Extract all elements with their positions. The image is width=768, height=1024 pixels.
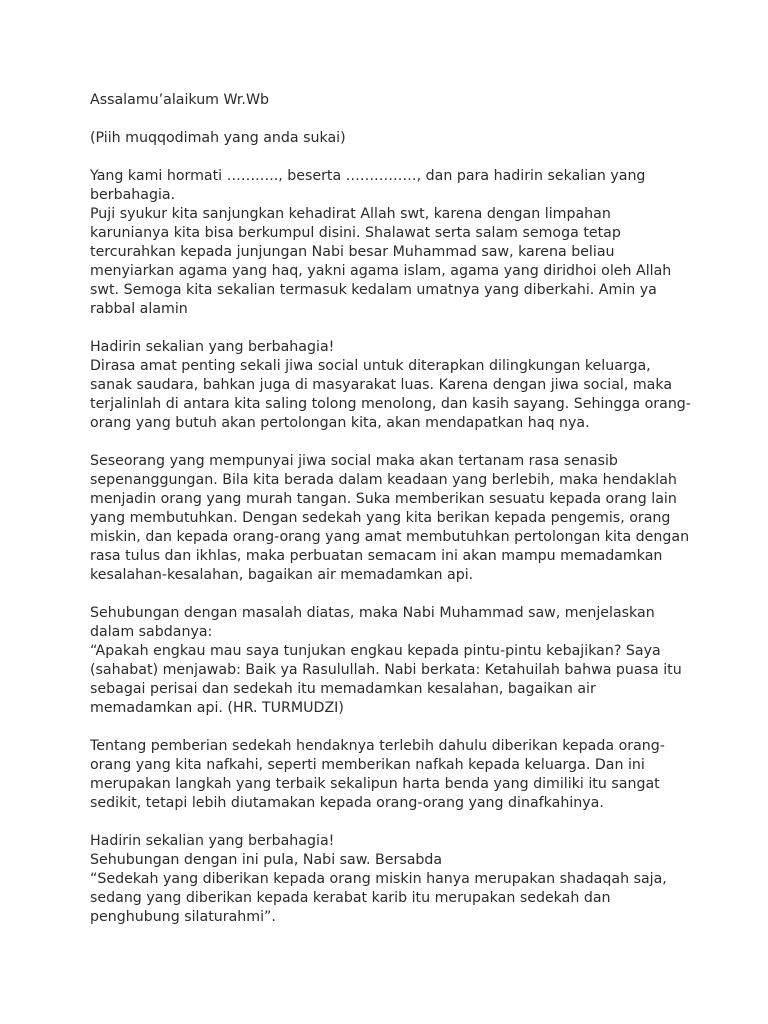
text-line: orang yang kita nafkahi, seperti memberikan nafkah kepada keluarga. Dan ini [90, 757, 645, 773]
paragraph-6 [90, 832, 690, 927]
text-line: Hadirin sekalian yang berbahagia! [90, 833, 335, 849]
paragraph-gap [90, 813, 690, 832]
text-line: merupakan langkah yang terbaik sekalipun harta benda yang dimiliki itu sangat [90, 776, 660, 792]
greeting-line: Assalamu’alaikum Wr.Wb [90, 92, 269, 108]
text-line: dalam sabdanya: [90, 624, 213, 640]
paragraph-3 [90, 452, 690, 585]
text-line: Sehubungan dengan ini pula, Nabi saw. Bersabda [90, 852, 443, 868]
instruction-line: (Piih muqqodimah yang anda sukai) [90, 130, 346, 146]
paragraph-5 [90, 737, 690, 813]
text-line: kesalahan-kesalahan, bagaikan air memadamkan api. [90, 567, 474, 583]
paragraph-gap [90, 110, 690, 129]
text-line: yang membutuhkan. Dengan sedekah yang kita berikan kepada pengemis, orang [90, 510, 671, 526]
text-line: penghubung silaturahmi”. [90, 909, 276, 925]
text-line: Dirasa amat penting sekali jiwa social untuk diterapkan dilingkungan keluarga, [90, 358, 651, 374]
text-line: sanak saudara, bahkan juga di masyarakat luas. Karena dengan jiwa social, maka [90, 377, 673, 393]
paragraph-gap [90, 319, 690, 338]
text-line: “Sedekah yang diberikan kepada orang miskin hanya merupakan shadaqah saja, [90, 871, 667, 887]
text-line: orang yang butuh akan pertolongan kita, akan mendapatkan haq nya. [90, 415, 590, 431]
text-line: sedikit, tetapi lebih diutamakan kepada orang-orang yang dinafkahinya. [90, 795, 604, 811]
text-line: Hadirin sekalian yang berbahagia! [90, 339, 335, 355]
text-line: terjalinlah di antara kita saling tolong menolong, dan kasih sayang. Sehingga orang- [90, 396, 691, 412]
text-line: Sehubungan dengan masalah diatas, maka Nabi Muhammad saw, menjelaskan [90, 605, 655, 621]
text-line: tercurahkan kepada junjungan Nabi besar Muhammad saw, karena beliau [90, 244, 615, 260]
text-line: rabbal alamin [90, 301, 188, 317]
text-line: menyiarkan agama yang haq, yakni agama islam, agama yang diridhoi oleh Allah [90, 263, 672, 279]
document-body [90, 91, 690, 927]
text-line: sedang yang diberikan kepada kerabat karib itu merupakan sedekah dan [90, 890, 611, 906]
text-line: miskin, dan kepada orang-orang yang amat membutuhkan pertolongan kita dengan [90, 529, 690, 545]
text-line: sepenanggungan. Bila kita berada dalam keadaan yang berlebih, maka hendaklah [90, 472, 677, 488]
text-line: menjadin orang yang murah tangan. Suka memberikan sesuatu kepada orang lain [90, 491, 677, 507]
paragraph-2 [90, 338, 690, 433]
text-line: rasa tulus dan ikhlas, maka perbuatan semacam ini akan mampu memadamkan [90, 548, 663, 564]
text-line: karunianya kita bisa berkumpul disini. Shalawat serta salam semoga tetap [90, 225, 621, 241]
text-line: “Apakah engkau mau saya tunjukan engkau kepada pintu-pintu kebajikan? Saya [90, 643, 661, 659]
paragraph-4 [90, 604, 690, 718]
text-line: Puji syukur kita sanjungkan kehadirat Allah swt, karena dengan limpahan [90, 206, 611, 222]
text-line: memadamkan api. (HR. TURMUDZI) [90, 700, 344, 716]
text-line: Yang kami hormati ……….., beserta ……………, dan para hadirin sekalian yang [90, 168, 646, 184]
text-line: sebagai perisai dan sedekah itu memadamkan kesalahan, bagaikan air [90, 681, 596, 697]
paragraph-gap [90, 585, 690, 604]
paragraph-gap [90, 148, 690, 167]
text-line: swt. Semoga kita sekalian termasuk kedalam umatnya yang diberkahi. Amin ya [90, 282, 657, 298]
text-line: berbahagia. [90, 187, 176, 203]
text-line: Seseorang yang mempunyai jiwa social maka akan tertanam rasa senasib [90, 453, 618, 469]
text-line: Tentang pemberian sedekah hendaknya terlebih dahulu diberikan kepada orang- [90, 738, 665, 754]
text-line: (sahabat) menjawab: Baik ya Rasulullah. Nabi berkata: Ketahuilah bahwa puasa itu [90, 662, 682, 678]
paragraph-1 [90, 167, 690, 319]
paragraph-gap [90, 433, 690, 452]
paragraph-gap [90, 718, 690, 737]
